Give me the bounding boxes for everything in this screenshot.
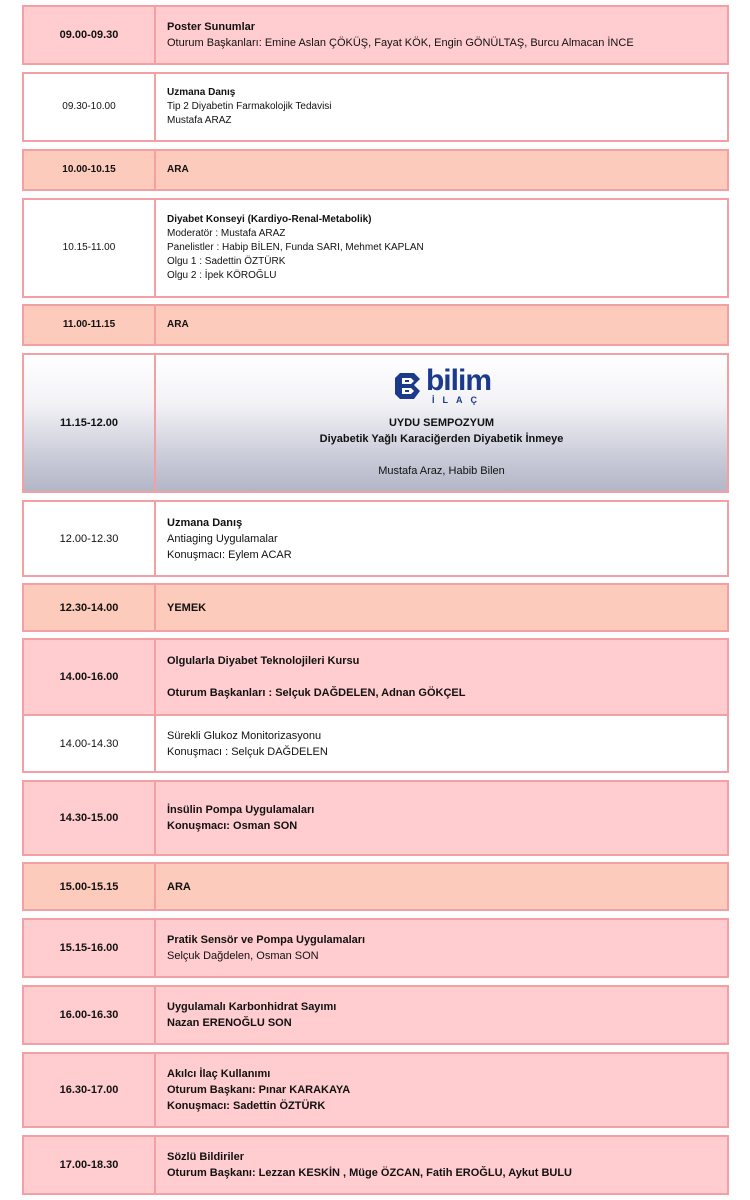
session-case-2: Olgu 2 : İpek KÖROĞLU — [167, 270, 277, 281]
break-label: ARA — [167, 164, 189, 175]
session-panelists: Panelistler : Habip BİLEN, Funda SARI, Mehmet KAPLAN — [167, 242, 424, 253]
session-speaker: Nazan ERENOĞLU SON — [167, 1017, 292, 1029]
session-title: Olgularla Diyabet Teknolojileri Kursu — [167, 655, 360, 667]
break-row — [22, 149, 729, 191]
session-speaker: Konuşmacı: Osman SON — [167, 820, 298, 832]
session-title: Uzmana Danış — [167, 87, 236, 98]
session-content — [156, 502, 727, 575]
symposium-label: UYDU SEMPOZYUM — [388, 417, 495, 429]
session-time: 17.00-18.30 — [24, 1137, 156, 1193]
session-title: Sözlü Bildiriler — [167, 1151, 245, 1163]
session-chairs: Oturum Başkanları : Selçuk DAĞDELEN, Adnan GÖKÇEL — [167, 687, 466, 699]
session-speaker: Konuşmacı: Sadettin ÖZTÜRK — [167, 1100, 326, 1112]
session-title: Diyabet Konseyi (Kardiyo-Renal-Metabolik) — [167, 214, 372, 225]
session-content — [156, 1137, 727, 1193]
session-speaker: Mustafa ARAZ — [167, 115, 232, 126]
symposium-speakers: Mustafa Araz, Habib Bilen — [378, 465, 505, 477]
session-topic: Antiaging Uygulamalar — [167, 532, 278, 545]
session-row — [22, 985, 729, 1045]
session-row — [22, 1052, 729, 1128]
break-row — [22, 304, 729, 346]
session-content — [156, 987, 727, 1043]
session-content — [156, 864, 727, 909]
logo-main-text: bilim — [425, 364, 491, 397]
session-time: 15.15-16.00 — [24, 920, 156, 976]
session-time: 16.00-16.30 — [24, 987, 156, 1043]
session-content — [156, 920, 727, 976]
session-row — [22, 198, 729, 298]
break-label: ARA — [167, 880, 191, 893]
session-row — [22, 638, 729, 716]
session-time: 10.15-11.00 — [24, 200, 156, 296]
session-row — [22, 72, 729, 142]
session-time: 09.30-10.00 — [24, 74, 156, 140]
session-speakers: Selçuk Dağdelen, Osman SON — [167, 950, 319, 962]
session-title: Uygulamalı Karbonhidrat Sayımı — [167, 1001, 337, 1013]
session-time: 09.00-09.30 — [24, 7, 156, 63]
break-row — [22, 862, 729, 911]
session-time: 12.00-12.30 — [24, 502, 156, 575]
sponsor-logo — [392, 364, 491, 405]
session-content — [156, 1054, 727, 1126]
session-time: 14.00-16.00 — [24, 640, 156, 714]
session-time: 14.30-15.00 — [24, 782, 156, 854]
session-chairs: Oturum Başkanı: Lezzan KESKİN , Müge ÖZCAN, Fatih EROĞLU, Aykut BULU — [167, 1167, 572, 1179]
session-row — [22, 714, 729, 773]
session-content — [156, 782, 727, 854]
session-row — [22, 500, 729, 577]
session-row — [22, 918, 729, 978]
session-topic: Sürekli Glukoz Monitorizasyonu — [167, 729, 322, 742]
session-content — [156, 306, 727, 344]
session-case-1: Olgu 1 : Sadettin ÖZTÜRK — [167, 256, 286, 267]
session-time: 15.00-15.15 — [24, 864, 156, 909]
break-row — [22, 583, 729, 632]
session-row — [22, 1135, 729, 1195]
bilim-logo-icon — [392, 369, 426, 403]
symposium-row — [22, 353, 729, 493]
session-content — [156, 74, 727, 140]
session-content — [156, 716, 727, 771]
session-time: 11.15-12.00 — [24, 355, 156, 491]
break-label: YEMEK — [167, 601, 207, 614]
session-row — [22, 5, 729, 65]
session-content — [156, 640, 727, 714]
session-speaker: Konuşmacı: Eylem ACAR — [167, 548, 292, 561]
session-content — [156, 200, 727, 296]
session-speaker: Konuşmacı : Selçuk DAĞDELEN — [167, 745, 328, 758]
symposium-title: Diyabetik Yağlı Karaciğerden Diyabetik İnmeye — [319, 433, 564, 445]
session-title: İnsülin Pompa Uygulamaları — [167, 804, 315, 816]
session-moderator: Moderatör : Mustafa ARAZ — [167, 228, 286, 239]
break-label: ARA — [167, 319, 189, 330]
session-title: Poster Sunumlar — [167, 21, 256, 33]
session-time: 12.30-14.00 — [24, 585, 156, 630]
logo-wordmark — [425, 364, 491, 405]
session-content — [156, 355, 727, 491]
logo-sub-text: İLAÇ — [431, 395, 485, 405]
session-time: 14.00-14.30 — [24, 716, 156, 771]
session-chair: Oturum Başkanı: Pınar KARAKAYA — [167, 1084, 351, 1096]
session-content — [156, 585, 727, 630]
session-row — [22, 780, 729, 856]
session-title: Pratik Sensör ve Pompa Uygulamaları — [167, 934, 366, 946]
session-time: 16.30-17.00 — [24, 1054, 156, 1126]
session-time: 11.00-11.15 — [24, 306, 156, 344]
session-title: Uzmana Danış — [167, 516, 243, 529]
session-topic: Tip 2 Diyabetin Farmakolojik Tedavisi — [167, 101, 332, 112]
session-chairs: Oturum Başkanları: Emine Aslan ÇÖKÜŞ, Fayat KÖK, Engin GÖNÜLTAŞ, Burcu Almacan İNCE — [167, 37, 634, 49]
session-content — [156, 151, 727, 189]
session-title: Akılcı İlaç Kullanımı — [167, 1068, 271, 1080]
session-content — [156, 7, 727, 63]
session-time: 10.00-10.15 — [24, 151, 156, 189]
